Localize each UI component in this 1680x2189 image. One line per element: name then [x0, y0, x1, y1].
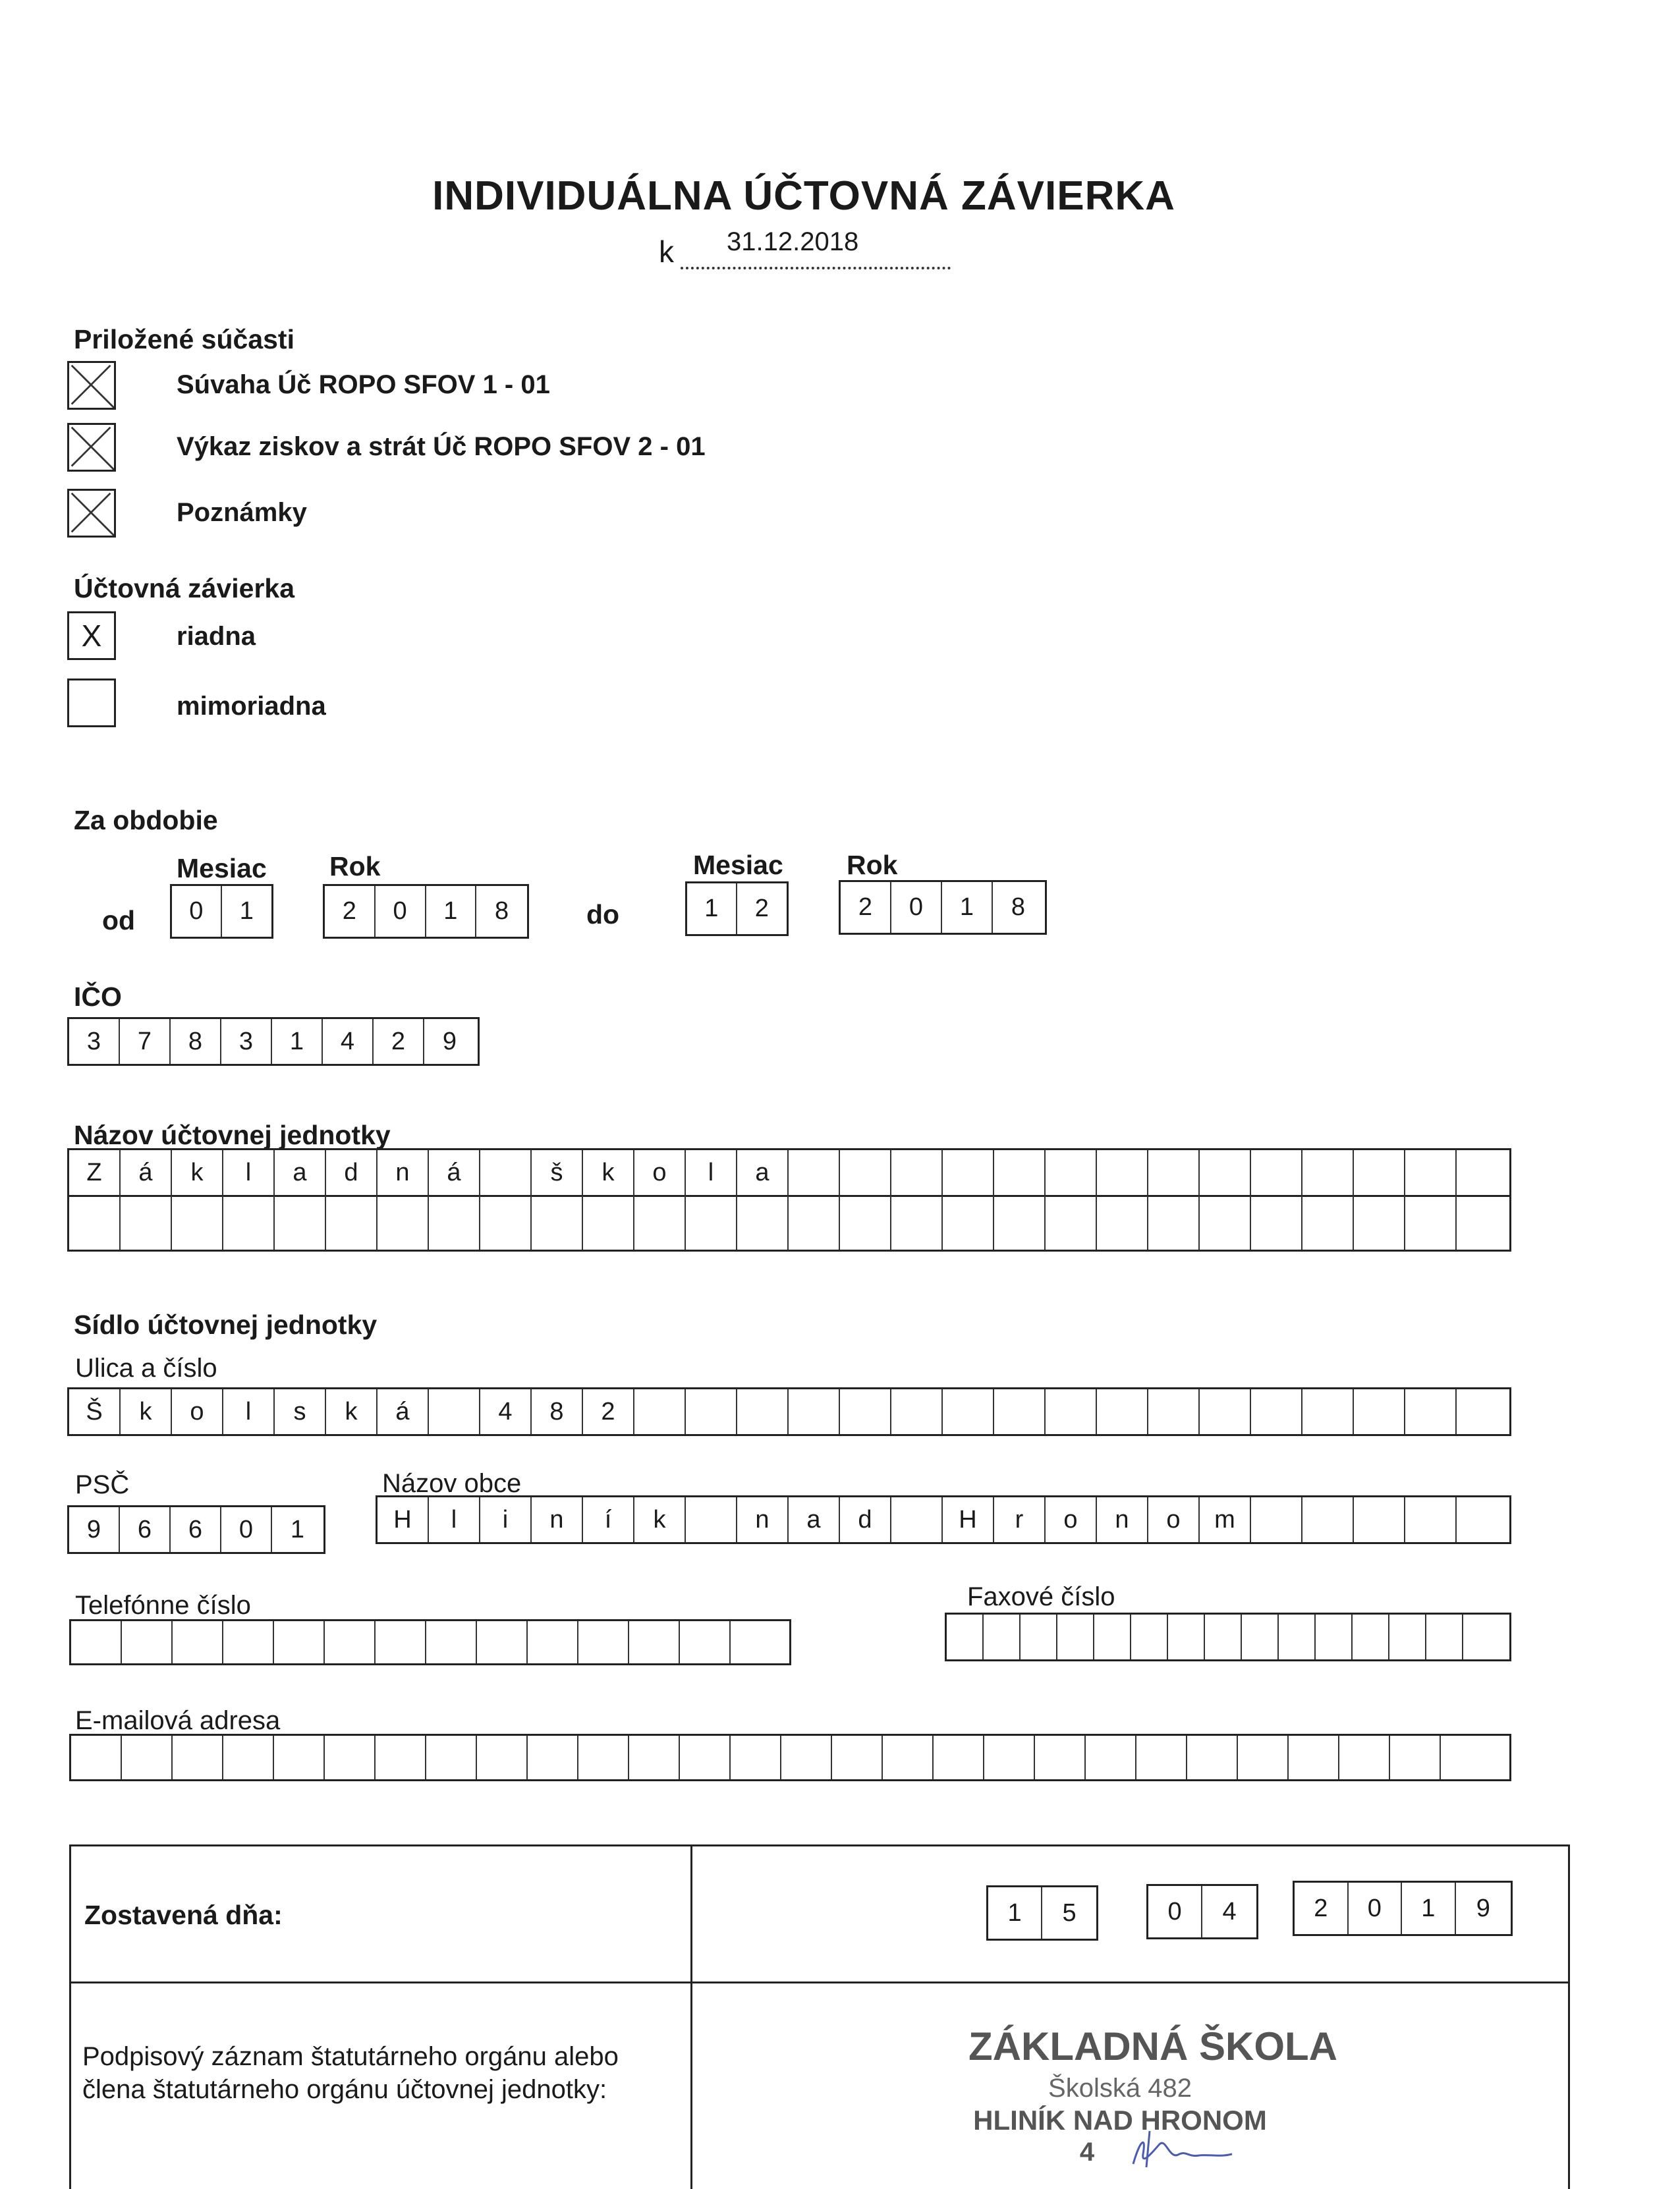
char-cell [789, 1196, 840, 1250]
char-cell [1035, 1736, 1086, 1779]
char-cell [984, 1615, 1021, 1659]
char-cell [1441, 1736, 1492, 1779]
char-cell [737, 1196, 789, 1250]
char-cell [629, 1621, 680, 1663]
char-cell [731, 1621, 781, 1663]
char-cell [528, 1736, 578, 1779]
char-cell [480, 1196, 532, 1250]
char-cell: k [583, 1150, 634, 1195]
compiled-label: Zostavená dňa: [84, 1900, 283, 1930]
char-cell: n [532, 1497, 583, 1542]
digit-cell: 2 [754, 895, 769, 922]
char-cell [1057, 1615, 1094, 1659]
digit-cell: 1 [988, 1887, 1042, 1939]
email-field[interactable] [69, 1734, 1511, 1781]
fax-field[interactable] [945, 1613, 1511, 1661]
city-field[interactable] [376, 1495, 1511, 1544]
char-cell [1457, 1196, 1508, 1250]
digit-cell: 8 [171, 1019, 221, 1064]
char-cell [71, 1736, 122, 1779]
digit-cell: 0 [172, 886, 222, 937]
entity-name-row-2[interactable] [67, 1196, 1511, 1252]
from-month-field[interactable] [170, 884, 273, 939]
digit-cell: 1 [942, 882, 993, 933]
char-cell [1389, 1615, 1426, 1659]
char-cell [1405, 1497, 1457, 1542]
period-heading: Za obdobie [74, 805, 218, 835]
checkbox-regular[interactable] [67, 611, 116, 660]
char-cell [1354, 1150, 1405, 1195]
char-cell [1136, 1736, 1187, 1779]
char-cell [274, 1621, 325, 1663]
char-cell [223, 1196, 275, 1250]
char-cell [1131, 1615, 1168, 1659]
compiled-year-field[interactable] [1293, 1881, 1513, 1936]
char-cell [173, 1736, 223, 1779]
char-cell [781, 1736, 832, 1779]
to-year-label: Rok [847, 850, 898, 880]
char-cell: 6 [120, 1507, 171, 1552]
from-year-label: Rok [329, 851, 381, 881]
signature-label-line-1: Podpisový záznam štatutárneho orgánu alebo [82, 2042, 619, 2071]
char-cell: Z [69, 1150, 121, 1195]
char-cell: 2 [583, 1389, 634, 1434]
char-cell [680, 1736, 731, 1779]
closing-regular-label: riadna [177, 622, 256, 651]
char-cell [994, 1196, 1046, 1250]
entity-name-row-1[interactable] [67, 1148, 1511, 1197]
char-cell: a [737, 1150, 789, 1195]
char-cell: o [1046, 1497, 1097, 1542]
attached-item-income-statement: Výkaz ziskov a strát Úč ROPO SFOV 2 - 01 [177, 432, 706, 461]
fax-label: Faxové číslo [967, 1582, 1115, 1611]
closing-extraordinary-label: mimoriadna [177, 692, 326, 721]
char-cell: k [121, 1389, 172, 1434]
date-field[interactable] [681, 227, 951, 269]
char-cell [1251, 1196, 1302, 1250]
from-month-label: Mesiac [177, 853, 267, 883]
char-cell: a [275, 1150, 326, 1195]
stamp-line-2: Školská 482 [1048, 2074, 1192, 2103]
char-cell: l [429, 1497, 480, 1542]
phone-field[interactable] [69, 1619, 791, 1665]
char-cell [994, 1389, 1046, 1434]
char-cell [943, 1389, 994, 1434]
stamp-line-4: 4 [1079, 2138, 1095, 2167]
attached-item-notes: Poznámky [177, 498, 307, 527]
char-cell: H [378, 1497, 429, 1542]
char-cell [275, 1196, 326, 1250]
char-cell [1242, 1615, 1279, 1659]
char-cell: 9 [69, 1507, 120, 1552]
char-cell [1354, 1497, 1405, 1542]
char-cell [1354, 1389, 1405, 1434]
char-cell: 1 [290, 1515, 305, 1543]
char-cell [1279, 1615, 1316, 1659]
digit-cell: 2 [325, 886, 376, 937]
digit-cell: 3 [221, 1019, 272, 1064]
char-cell [789, 1389, 840, 1434]
regular-mark: X [81, 619, 102, 653]
checkbox-notes[interactable] [67, 489, 116, 538]
closing-heading: Účtovná závierka [74, 573, 295, 603]
char-cell [378, 1196, 429, 1250]
char-cell [173, 1621, 223, 1663]
char-cell [528, 1621, 578, 1663]
char-cell [429, 1389, 480, 1434]
char-cell [943, 1196, 994, 1250]
to-year-field[interactable] [839, 880, 1047, 935]
char-cell [1251, 1497, 1302, 1542]
char-cell [1339, 1736, 1390, 1779]
char-cell [1148, 1150, 1200, 1195]
digit-cell: 0 [891, 882, 942, 933]
char-cell: 6 [171, 1507, 221, 1552]
digit-cell: 2 [841, 882, 891, 933]
char-cell [1238, 1736, 1289, 1779]
char-cell [376, 1621, 426, 1663]
char-cell: k [172, 1150, 223, 1195]
char-cell [1097, 1196, 1148, 1250]
char-cell [1168, 1615, 1205, 1659]
char-cell [325, 1736, 376, 1779]
char-cell [429, 1196, 480, 1250]
char-cell: d [326, 1150, 378, 1195]
checkbox-income-statement[interactable] [67, 423, 116, 472]
signature-scribble-icon [1120, 2128, 1239, 2174]
char-cell [578, 1736, 629, 1779]
seat-heading: Sídlo účtovnej jednotky [74, 1310, 378, 1340]
digit-cell: 8 [1011, 893, 1026, 921]
char-cell [947, 1615, 984, 1659]
char-cell [1353, 1615, 1389, 1659]
char-cell [1046, 1196, 1097, 1250]
psc-label: PSČ [75, 1470, 130, 1499]
char-cell [1097, 1389, 1148, 1434]
char-cell: 8 [532, 1389, 583, 1434]
char-cell [477, 1736, 528, 1779]
closing-date [659, 227, 951, 269]
char-cell [1405, 1196, 1457, 1250]
char-cell: n [737, 1497, 789, 1542]
document-title: INDIVIDUÁLNA ÚČTOVNÁ ZÁVIERKA [432, 173, 1175, 219]
char-cell [1086, 1736, 1136, 1779]
digit-cell: 1 [239, 897, 254, 925]
char-cell [71, 1621, 122, 1663]
char-cell [832, 1736, 883, 1779]
digit-cell: 3 [69, 1019, 120, 1064]
city-label: Názov obce [382, 1469, 522, 1498]
digit-cell: 4 [1222, 1897, 1237, 1926]
digit-cell: 9 [1476, 1894, 1490, 1922]
char-cell: á [378, 1389, 429, 1434]
char-cell [1316, 1615, 1353, 1659]
digit-cell: 5 [1062, 1898, 1077, 1927]
char-cell [883, 1736, 934, 1779]
char-cell [1251, 1389, 1302, 1434]
char-cell [1457, 1497, 1508, 1542]
ico-label: IČO [74, 982, 122, 1012]
char-cell: n [1097, 1497, 1148, 1542]
char-cell [122, 1621, 173, 1663]
digit-cell: 2 [374, 1019, 424, 1064]
char-cell [1148, 1196, 1200, 1250]
char-cell [480, 1150, 532, 1195]
digit-cell: 0 [1148, 1886, 1202, 1937]
char-cell: k [326, 1389, 378, 1434]
char-cell [840, 1196, 891, 1250]
char-cell [1289, 1736, 1339, 1779]
char-cell: m [1200, 1497, 1251, 1542]
stamp-line-1: ZÁKLADNÁ ŠKOLA [968, 2024, 1337, 2068]
digit-cell: 0 [1349, 1883, 1403, 1934]
char-cell: s [275, 1389, 326, 1434]
char-cell [634, 1196, 686, 1250]
char-cell: a [789, 1497, 840, 1542]
char-cell: i [480, 1497, 532, 1542]
char-cell: l [223, 1389, 275, 1434]
cross-mark-icon [69, 491, 114, 536]
char-cell [578, 1621, 629, 1663]
char-cell [223, 1736, 274, 1779]
char-cell [1457, 1389, 1508, 1434]
char-cell [326, 1196, 378, 1250]
char-cell [1205, 1615, 1242, 1659]
char-cell [891, 1389, 943, 1434]
char-cell: š [532, 1150, 583, 1195]
to-month-field[interactable] [685, 881, 789, 936]
psc-field[interactable] [67, 1505, 325, 1554]
attached-item-balance-sheet: Súvaha Úč ROPO SFOV 1 - 01 [177, 370, 550, 399]
char-cell [1046, 1389, 1097, 1434]
char-cell [1390, 1736, 1441, 1779]
char-cell [1148, 1389, 1200, 1434]
char-cell [376, 1736, 426, 1779]
date-prefix: k [659, 235, 674, 269]
digit-cell: 1 [272, 1019, 323, 1064]
street-field[interactable] [67, 1387, 1511, 1436]
char-cell [680, 1621, 731, 1663]
char-cell: 0 [221, 1507, 272, 1552]
char-cell [1457, 1150, 1508, 1195]
digit-cell: 4 [323, 1019, 374, 1064]
char-cell [1200, 1196, 1251, 1250]
char-cell [69, 1196, 121, 1250]
from-label: od [102, 905, 136, 935]
email-label: E-mailová adresa [75, 1706, 281, 1735]
table-divider [690, 1846, 692, 2189]
from-year-field[interactable] [323, 884, 529, 939]
char-cell [122, 1736, 173, 1779]
checkbox-balance-sheet[interactable] [67, 361, 116, 410]
char-cell [1405, 1389, 1457, 1434]
char-cell [1097, 1150, 1148, 1195]
char-cell [1302, 1497, 1354, 1542]
char-cell [1094, 1615, 1131, 1659]
char-cell [1405, 1150, 1457, 1195]
char-cell [686, 1389, 737, 1434]
char-cell: n [378, 1150, 429, 1195]
char-cell [840, 1150, 891, 1195]
char-cell [1021, 1615, 1057, 1659]
char-cell [426, 1736, 477, 1779]
street-label: Ulica a číslo [75, 1354, 217, 1383]
char-cell: o [172, 1389, 223, 1434]
compiled-day-field[interactable] [986, 1885, 1098, 1941]
compiled-month-field[interactable] [1146, 1884, 1258, 1939]
char-cell [737, 1389, 789, 1434]
signature-label-line-2: člena štatutárneho orgánu účtovnej jednotky: [82, 2075, 607, 2104]
char-cell: l [223, 1150, 275, 1195]
char-cell [1187, 1736, 1238, 1779]
char-cell [426, 1621, 477, 1663]
char-cell [984, 1736, 1035, 1779]
char-cell [629, 1736, 680, 1779]
char-cell [1046, 1150, 1097, 1195]
digit-cell: 1 [1402, 1883, 1456, 1934]
digit-cell: 9 [442, 1027, 457, 1055]
char-cell: í [583, 1497, 634, 1542]
char-cell [943, 1150, 994, 1195]
cross-mark-icon [69, 363, 114, 408]
char-cell [891, 1196, 943, 1250]
char-cell: o [1148, 1497, 1200, 1542]
char-cell [891, 1150, 943, 1195]
char-cell: k [634, 1497, 686, 1542]
char-cell [274, 1736, 325, 1779]
char-cell [1302, 1150, 1354, 1195]
phone-label: Telefónne číslo [75, 1591, 251, 1620]
char-cell [1426, 1615, 1463, 1659]
digit-cell: 8 [495, 897, 509, 925]
char-cell: l [686, 1150, 737, 1195]
char-cell [686, 1497, 737, 1542]
ico-field[interactable] [67, 1017, 480, 1066]
char-cell [325, 1621, 376, 1663]
char-cell: H [943, 1497, 994, 1542]
char-cell: á [429, 1150, 480, 1195]
char-cell [789, 1150, 840, 1195]
char-cell [121, 1196, 172, 1250]
digit-cell: 1 [687, 883, 737, 934]
char-cell: r [994, 1497, 1046, 1542]
char-cell [583, 1196, 634, 1250]
char-cell [1200, 1150, 1251, 1195]
char-cell: 4 [480, 1389, 532, 1434]
digit-cell: 0 [376, 886, 426, 937]
digit-cell: 1 [426, 886, 477, 937]
checkbox-extraordinary[interactable] [67, 679, 116, 727]
char-cell [891, 1497, 943, 1542]
char-cell [1200, 1389, 1251, 1434]
char-cell: d [840, 1497, 891, 1542]
char-cell: o [634, 1150, 686, 1195]
char-cell [1302, 1196, 1354, 1250]
char-cell [1463, 1615, 1500, 1659]
char-cell [1251, 1150, 1302, 1195]
char-cell [1354, 1196, 1405, 1250]
to-month-label: Mesiac [693, 850, 783, 880]
date-value: 31.12.2018 [727, 227, 859, 256]
char-cell [840, 1389, 891, 1434]
digit-cell: 7 [120, 1019, 171, 1064]
char-cell [994, 1150, 1046, 1195]
char-cell [172, 1196, 223, 1250]
char-cell [477, 1621, 528, 1663]
char-cell: Š [69, 1389, 121, 1434]
char-cell: á [121, 1150, 172, 1195]
entity-name-label: Názov účtovnej jednotky [74, 1120, 391, 1150]
char-cell [532, 1196, 583, 1250]
char-cell [1302, 1389, 1354, 1434]
char-cell [731, 1736, 781, 1779]
char-cell [634, 1389, 686, 1434]
table-divider [71, 1981, 1568, 1983]
attached-heading: Priložené súčasti [74, 324, 294, 354]
stamp-line-3: HLINÍK NAD HRONOM [973, 2105, 1267, 2136]
char-cell [686, 1196, 737, 1250]
char-cell [934, 1736, 984, 1779]
digit-cell: 2 [1295, 1883, 1349, 1934]
char-cell [223, 1621, 274, 1663]
cross-mark-icon [69, 425, 114, 470]
to-label: do [586, 899, 620, 929]
